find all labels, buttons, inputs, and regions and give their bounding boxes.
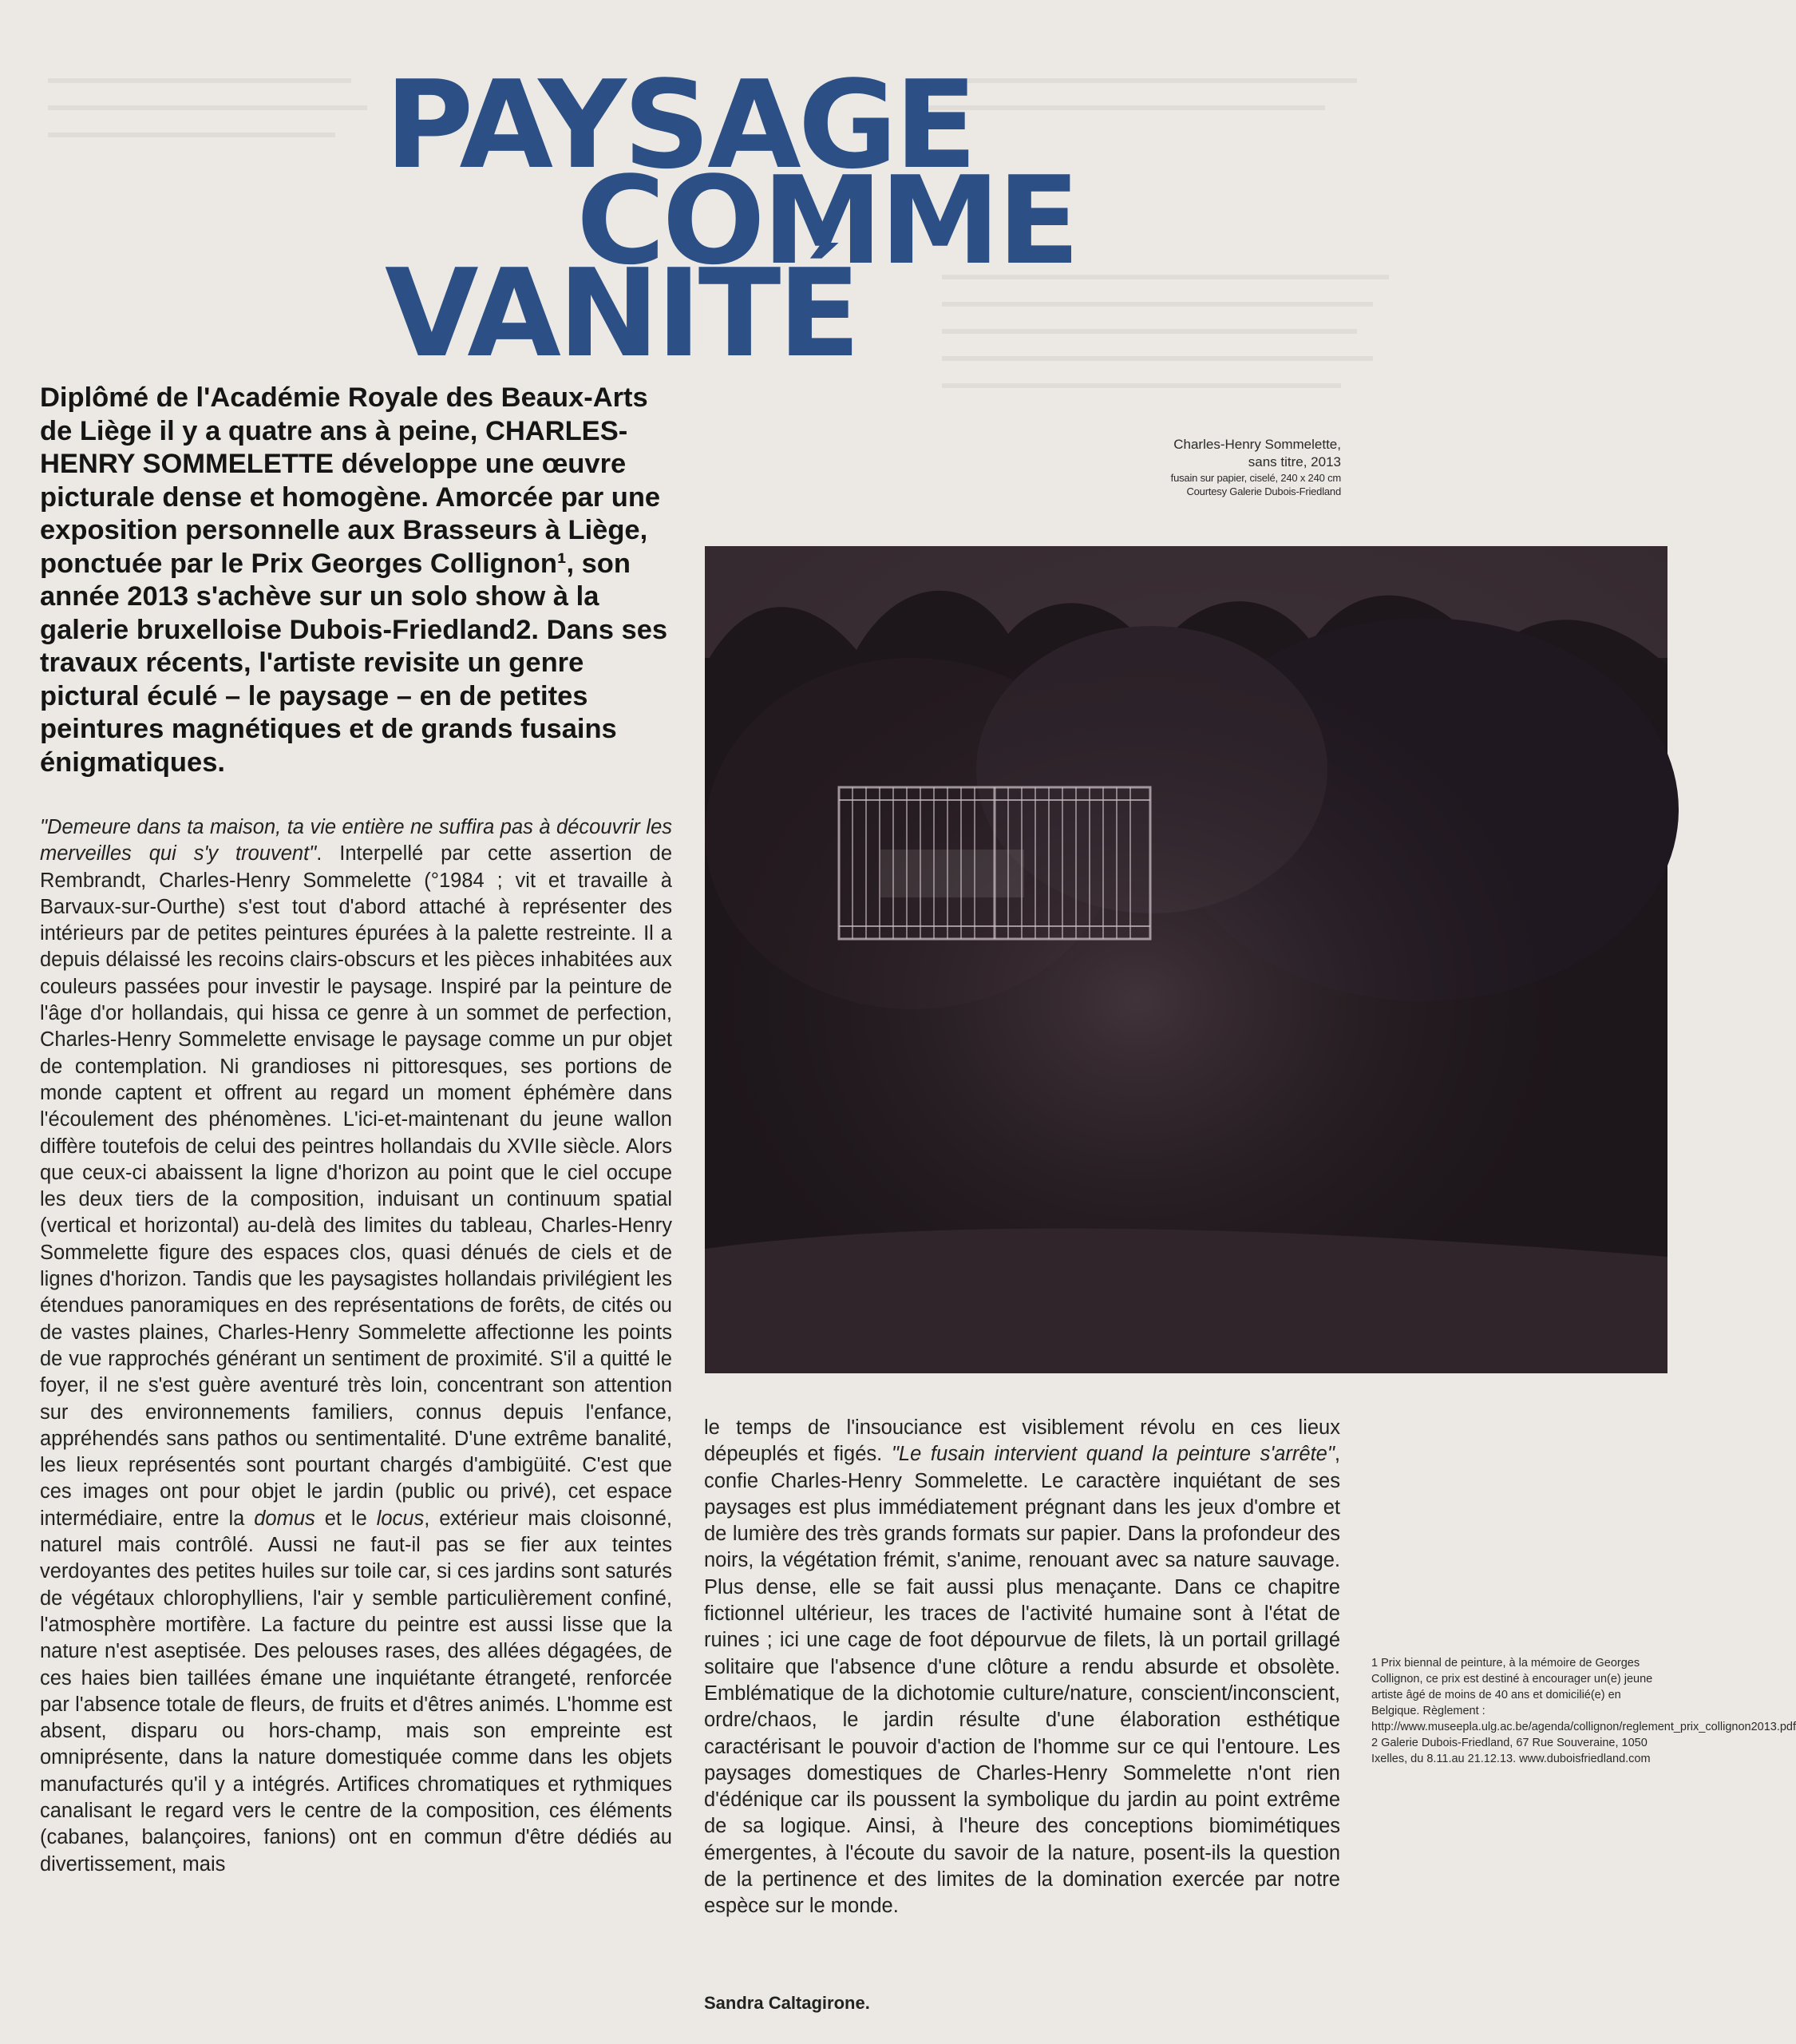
body-text: le temps de l'insouciance est visiblement révolu en ces lieux dépeuplés et figés. (704, 1416, 1340, 1466)
artwork-image (705, 546, 1667, 1373)
body-text: . Interpellé par cette assertion de Rembrandt, Charles-Henry Sommelette (°1984 ; vit et travaille à Barvaux-sur-Ourthe) s'est tout d'abord attaché à représenter des intérieurs par de petites peintures épurées à la palette restreinte. Il a depuis délaissé les recoins clairs-obscurs et les pièces inhabitées aux couleurs passées pour investir le paysage. Inspiré par la peinture de l'âge d'or hollandais, qui hissa ce genre à un sommet de perfection, Charles-Henry Sommelette envisage le paysage comme un pur objet de contemplation. Ni grandioses ni pittoresques, ses portions de monde captent et offrent au regard un moment éphémère dans l'écoulement des phénomènes. L'ici-et-maintenant du jeune wallon diffère toutefois de celui des peintres hollandais du XVIIe siècle. Alors que ceux-ci abaissent la ligne d'horizon au point que le ciel occupe les deux tiers de la composition, induisant un continuum spatial (vertical et horizontal) au-delà des limites du tableau, Charles-Henry Sommelette figure des espaces clos, quasi dénués de ciels et de lignes d'horizon. Tandis que les paysagistes hollandais privilégient les étendues panoramiques en des représentations de forêts, de cités ou de vastes plaines, Charles-Henry Sommelette affectionne les points de vue rapprochés générant un sentiment de proximité. S'il a quitté le foyer, il ne s'est guère aventuré très loin, concentrant son attention sur des environnements familiers, connus depuis l'enfance, appréhendés sans pathos ou sentimentalité. D'une extrême banalité, les lieux représentés sont pourtant chargés d'ambigüité. C'est que ces images ont pour objet le jardin (public ou privé), cet espace intermédiaire, entre la (40, 842, 672, 1530)
caption-medium: fusain sur papier, ciselé, 240 x 240 cm (1170, 472, 1341, 484)
body-column-2 (704, 1415, 1340, 1920)
show-through-mark (926, 105, 1325, 110)
show-through-mark (48, 133, 335, 137)
image-caption (942, 436, 1341, 498)
show-through-mark (926, 78, 1357, 83)
footnotes (1371, 1655, 1796, 1767)
caption-courtesy: Courtesy Galerie Dubois-Friedland (1186, 485, 1341, 497)
footnote-2: 2 Galerie Dubois-Friedland, 67 Rue Souveraine, 1050 Ixelles, du 8.11.au 21.12.13. www.duboisfriedland.com (1371, 1737, 1651, 1765)
caption-title: sans titre, 2013 (1248, 454, 1341, 469)
show-through-mark (942, 356, 1373, 361)
show-through-mark (942, 383, 1341, 388)
body-text: , extérieur mais cloisonné, naturel mais contrôlé. Aussi ne faut-il pas se fier aux teintes verdoyantes des petites huiles sur toile car, si ces jardins sont saturés de végétaux chlorophylliens, l'air y semble particulièrement confiné, l'atmosphère mortifère. La facture du peintre est aussi lisse que la nature n'est aseptisée. Des pelouses rases, des allées dégagées, de ces haies bien taillées émane une inquiétante étrangeté, renforcée par l'absence totale de fleurs, de fruits et d'êtres animés. L'homme est absent, disparu ou hors-champ, mais son empreinte est omniprésente, dans la nature domestiquée comme dans les objets manufacturés qu'il y a intégrés. Artifices chromatiques et rythmiques canalisant le regard vers le centre de la composition, ces éléments (cabanes, balançoires, fanions) ont en commun d'être dédiés au divertissement, mais (40, 1507, 672, 1876)
title-line-1: PAYSAGE (385, 54, 975, 196)
caption-artist: Charles-Henry Sommelette, (1173, 437, 1341, 452)
body-text: et le (314, 1507, 377, 1530)
show-through-mark (942, 329, 1357, 334)
author-signature: Sandra Caltagirone. (704, 1993, 870, 2013)
title-line-2: COMME (576, 150, 1078, 291)
lead-paragraph: Diplômé de l'Académie Royale des Beaux-Arts de Liège il y a quatre ans à peine, CHARLES-HENRY SOMMELETTE développe une œuvre picturale dense et homogène. Amorcée par une exposition personnelle aux Brasseurs à Liège, ponctuée par le Prix Georges Collignon¹, son année 2013 s'achève sur un solo show à la galerie bruxelloise Dubois-Friedland2. Dans ses travaux récents, l'artiste revisite un genre pictural éculé – le paysage – en de petites peintures magnétiques et de grands fusains énigmatiques. (40, 382, 668, 778)
domus-term: domus (254, 1507, 315, 1530)
artist-quote: "Le fusain intervient quand la peinture s'arrête" (891, 1443, 1335, 1466)
rembrandt-quote: "Demeure dans ta maison, ta vie entière ne suffira pas à découvrir les merveilles qui s'y trouvent" (40, 816, 672, 866)
footnote-1: 1 Prix biennal de peinture, à la mémoire de Georges Collignon, ce prix est destiné à encourager un(e) jeune artiste âgé de moins de 40 ans et domicilié(e) en Belgique. Règlement : http://www.museepla.ulg.ac.be/agenda/collignon/reglement_prix_collignon2013.pdf (1371, 1657, 1796, 1733)
body-text: , confie Charles-Henry Sommelette. Le caractère inquiétant de ses paysages est plus immédiatement prégnant dans les jeux d'ombre et de lumière des très grands formats sur papier. Dans la profondeur des noirs, la végétation frémit, s'anime, renouant avec sa nature sauvage. Plus dense, elle se fait aussi plus menaçante. Dans ce chapitre fictionnel ultérieur, les traces de l'activité humaine sont à l'état de ruines ; ici une cage de foot dépourvue de filets, là un portail grillagé solitaire que l'absence d'une clôture a rendu absurde et obsolète. Emblématique de la dichotomie culture/nature, conscient/inconscient, ordre/chaos, le jardin résulte d'une élaboration esthétique caractérisant le pouvoir d'action de l'homme sur ce qui l'entoure. Les paysages domestiques de Charles-Henry Sommelette n'ont rien d'édénique car ils poussent la symbolique du jardin au point extrême de sa logique. Ainsi, à l'heure des conceptions biomimétiques émergentes, à l'écoute du savoir de la nature, posent-ils la question de la pertinence et des limites de la domination exercée par notre espèce sur le monde. (704, 1443, 1340, 1918)
locus-term: locus (376, 1507, 425, 1530)
show-through-mark (48, 105, 367, 110)
title-line-3: VANITÉ (385, 243, 858, 384)
show-through-mark (942, 302, 1373, 307)
body-column-1 (40, 814, 672, 1878)
charcoal-drawing (705, 546, 1667, 1373)
show-through-mark (48, 78, 351, 83)
